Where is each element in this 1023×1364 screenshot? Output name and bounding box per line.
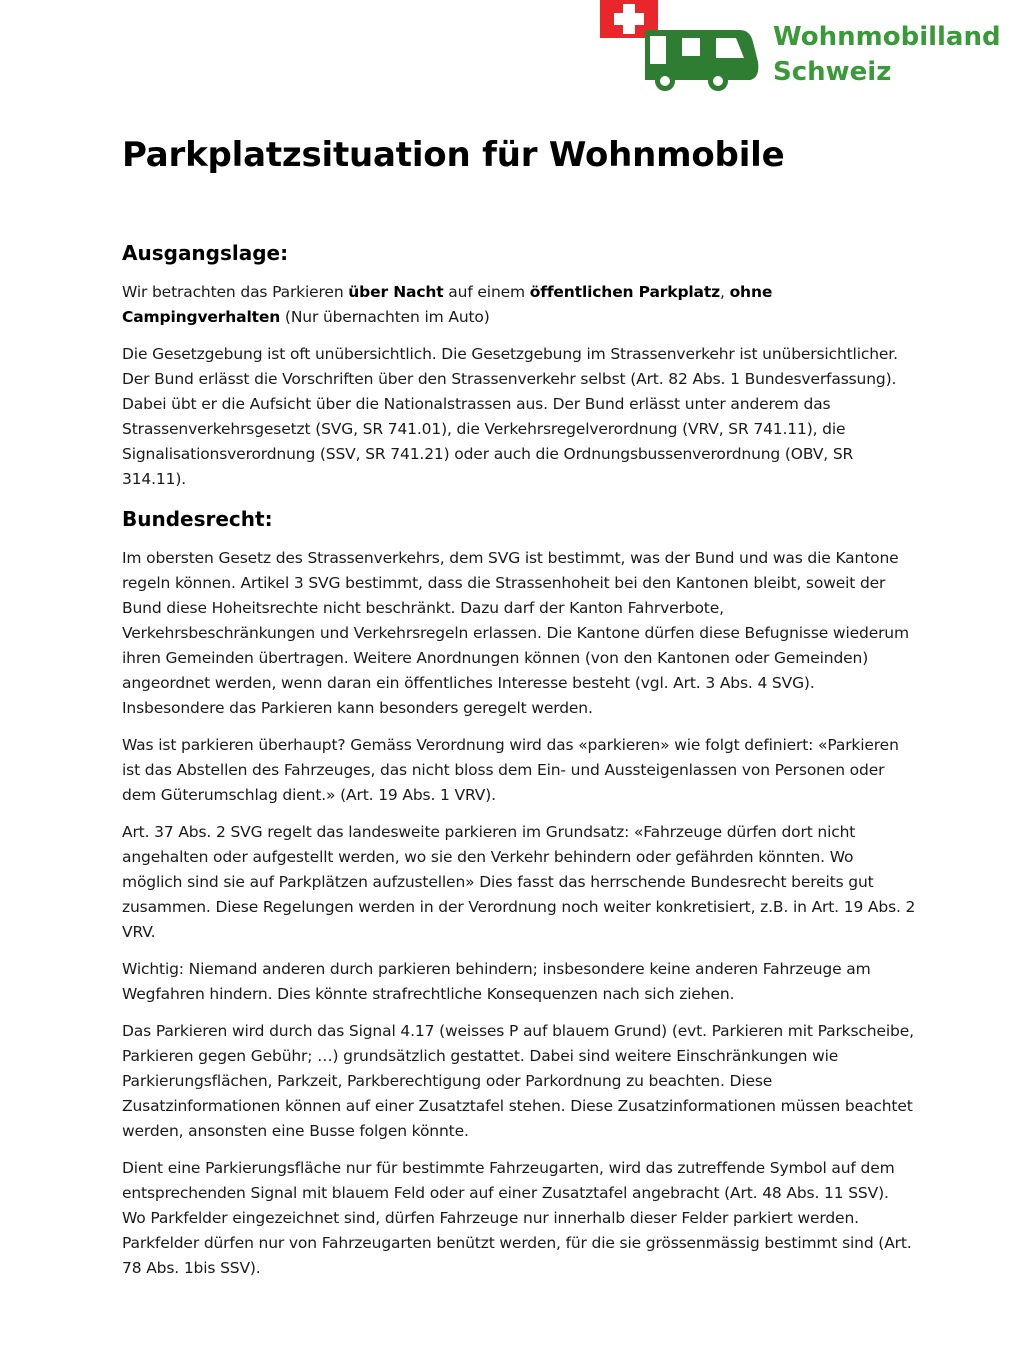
text-run: Wir betrachten das Parkieren [122, 283, 349, 301]
heading-bundesrecht: Bundesrecht: [122, 507, 273, 531]
bold-ohne-campingverhalten: ohne Campingverhalten [122, 283, 773, 326]
paragraph-ausgangslage-1 [122, 280, 917, 330]
paragraph-ausgangslage-2: Die Gesetzgebung ist oft unübersichtlich. Die Gesetzgebung im Strassenverkehr ist unübersichtlicher. Der Bund erlässt die Vorschriften über den Strassenverkehr selbst (Art. 82 Abs. 1 Bundesverfassung). Dabei übt er die Aufsicht über die Nationalstrassen aus. Der Bund erlässt unter anderem das Strassenverkehrsgesetzt (SVG, SR 741.01), die Verkehrsregelverordnung (VRV, SR 741.11), die Signalisationsverordnung (SSV, SR 741.21) oder auch die Ordnungsbussenverordnung (OBV, SR 314.11). [122, 345, 898, 488]
paragraph-bundesrecht-5: Das Parkieren wird durch das Signal 4.17 (weisses P auf blauem Grund) (evt. Parkieren mit Parkscheibe, Parkieren gegen Gebühr; …) grundsätzlich gestattet. Dabei sind weitere Einschränkungen wie Parkierungsflächen, Parkzeit, Parkberechtigung oder Parkordnung zu beachten. Diese Zusatzinformationen können auf einer Zusatztafel stehen. Diese Zusatzinformationen müssen beachtet werden, ansonsten eine Busse folgen könnte. [122, 1022, 914, 1140]
bold-ueber-nacht: über Nacht [348, 283, 444, 301]
paragraph-bundesrecht-4: Wichtig: Niemand anderen durch parkieren behindern; insbesondere keine anderen Fahrzeuge am Wegfahren hindern. Dies könnte strafrechtliche Konsequenzen nach sich ziehen. [122, 960, 871, 1003]
text-run: (Nur übernachten im Auto) [280, 308, 490, 326]
logo-graphic [600, 0, 770, 95]
paragraph-bundesrecht-6: Dient eine Parkierungsfläche nur für bestimmte Fahrzeugarten, wird das zutreffende Symbol auf dem entsprechenden Signal mit blauem Feld oder auf einer Zusatztafel angebracht (Art. 48 Abs. 11 SSV). Wo Parkfelder eingezeichnet sind, dürfen Fahrzeuge nur innerhalb dieser Felder parkiert werden. Parkfelder dürfen nur von Fahrzeugarten benützt werden, für die sie grössenmässig bestimmt sind (Art. 78 Abs. 1bis SSV). [122, 1159, 912, 1277]
paragraph-bundesrecht-1: Im obersten Gesetz des Strassenverkehrs, dem SVG ist bestimmt, was der Bund und was die Kantone regeln können. Artikel 3 SVG bestimmt, dass die Strassenhoheit bei den Kantonen bleibt, soweit der Bund diese Hoheitsrechte nicht beschränkt. Dazu darf der Kanton Fahrverbote, Verkehrsbeschränkungen und Verkehrsregeln erlassen. Die Kantone dürfen diese Befugnisse wiederum ihren Gemeinden übertragen. Weitere Anordnungen können (von den Kantonen oder Gemeinden) angeordnet werden, wenn daran ein öffentliches Interesse besteht (vgl. Art. 3 Abs. 4 SVG). Insbesondere das Parkieren kann besonders geregelt werden. [122, 549, 909, 717]
heading-ausgangslage: Ausgangslage: [122, 241, 289, 265]
logo-wordmark [773, 20, 1001, 90]
logo-line-1: Wohnmobilland [773, 22, 1001, 52]
text-run: , [720, 283, 730, 301]
camper-van-icon [645, 30, 758, 91]
page-title: Parkplatzsituation für Wohnmobile [122, 135, 785, 175]
logo-line-2: Schweiz [773, 57, 892, 87]
bold-oeffentlicher-parkplatz: öffentlichen Parkplatz [529, 283, 720, 301]
text-run: auf einem [443, 283, 530, 301]
paragraph-bundesrecht-2: Was ist parkieren überhaupt? Gemäss Verordnung wird das «parkieren» wie folgt definiert: «Parkieren ist das Abstellen des Fahrzeuges, das nicht bloss dem Ein- und Aussteigenlassen von Personen oder dem Güterumschlag dient.» (Art. 19 Abs. 1 VRV). [122, 736, 899, 804]
paragraph-bundesrecht-3: Art. 37 Abs. 2 SVG regelt das landesweite parkieren im Grundsatz: «Fahrzeuge dürfen dort nicht angehalten oder aufgestellt werden, wo sie den Verkehr behindern oder gefährden könnten. Wo möglich sind sie auf Parkplätzen aufzustellen» Dies fasst das herrschende Bundesrecht bereits gut zusammen. Diese Regelungen werden in der Verordnung noch weiter konkretisiert, z.B. in Art. 19 Abs. 2 VRV. [122, 823, 916, 941]
document-body [122, 130, 917, 1293]
brand-logo [600, 0, 1000, 95]
